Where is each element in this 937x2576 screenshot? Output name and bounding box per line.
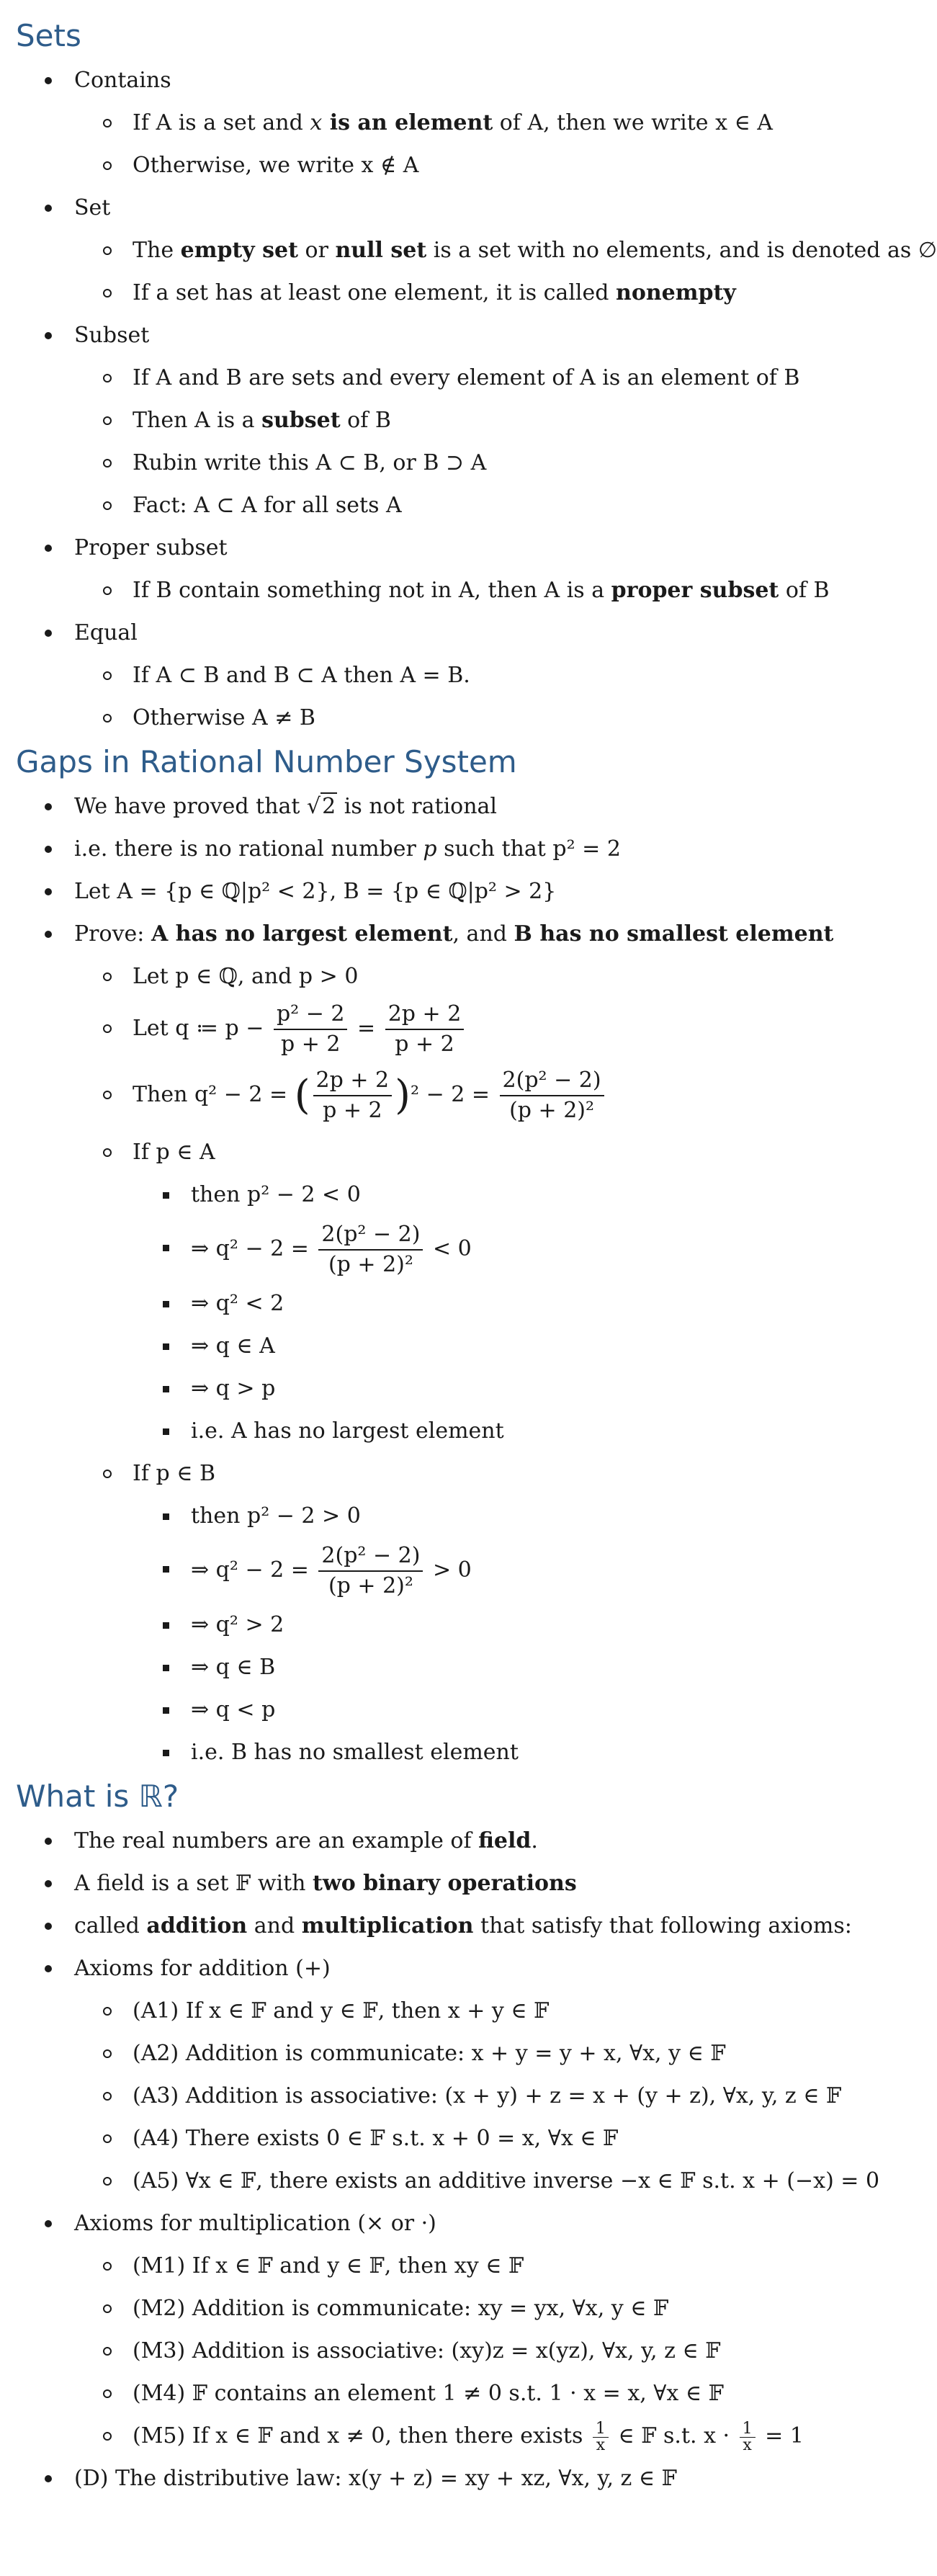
bullet-square [163,1192,169,1199]
bullet-circle [103,2389,112,2398]
text-span: that satisfy that following axioms: [473,1913,852,1938]
bullet-circle [103,2262,112,2271]
text-span: nonempty [616,280,736,305]
text-span: two binary operations [313,1871,577,1896]
list-item [16,1862,877,1905]
list-item [74,2117,877,2160]
list-item [133,1216,877,1282]
text-span: (A4) There exists 0 ∈ 𝔽 s.t. x + 0 = x, ∀x ∈ 𝔽 [133,2126,619,2151]
bullet-square [163,1707,169,1714]
text-span: A field is a set 𝔽 with [74,1871,313,1896]
list-item [133,1689,877,1731]
text-span: multiplication [301,1913,474,1938]
bullet-circle [103,1148,112,1157]
list-item [74,2075,877,2117]
text-span: ⇒ q < p [191,1697,276,1722]
list-item [16,612,877,739]
text-span: x [596,2436,606,2454]
text-span: (M2) Addition is communicate: xy = yx, ∀x, y ∈ 𝔽 [133,2296,669,2321]
text-span: of B [779,578,830,603]
list-item [74,229,937,272]
text-span: p [423,836,437,862]
list-item [74,272,877,314]
heading-gaps: Gaps in Rational Number System [16,744,517,779]
text-span: If B contain something not in A, then A is a [133,578,611,603]
text-span: If A and B are sets and every element of A is an element of B [133,365,800,390]
bullet-circle [103,2432,112,2441]
text-span: = [350,1016,382,1041]
text-span: 2p + 2 [313,1066,393,1096]
bullet-square [163,1386,169,1392]
text-span: ⇒ q² > 2 [191,1612,284,1637]
text-span: If A is a set and [133,110,310,135]
list-item [74,569,877,612]
text-span: Let p ∈ ℚ, and p > 0 [133,964,359,989]
text-span: ⇒ q² < 2 [191,1291,284,1316]
bullet-circle [103,416,112,425]
text-span: Set [74,195,111,220]
bullet-disc [45,803,52,810]
bullet-disc [45,1965,52,1972]
text-span: If p ∈ A [133,1140,215,1165]
text-span: Otherwise A ≠ B [133,705,315,730]
bullet-square [163,1750,169,1756]
bullet-square [163,1343,169,1350]
text-span: ⇒ q² − 2 = [191,1557,316,1583]
list-item [74,2160,880,2202]
bullet-circle [103,374,112,383]
list-item [16,913,877,1774]
list-item [74,654,877,697]
bullet-disc [45,888,52,895]
bullet-disc [45,630,52,637]
text-span: p² − 2 [274,1000,348,1030]
text-span: is an element [322,110,493,135]
text-span: ⇒ q ∈ A [191,1333,275,1359]
bullet-disc [45,1838,52,1845]
list-item [74,955,877,998]
text-span: Then A is a [133,408,262,433]
list-item [16,2202,877,2457]
list-item [133,1495,877,1537]
text-span: Equal [74,620,138,645]
text-span: null set [335,238,427,263]
text-span: (A2) Addition is communicate: x + y = y + x, ∀x, y ∈ 𝔽 [133,2041,726,2066]
text-span: addition [146,1913,248,1938]
bullet-circle [103,2092,112,2101]
text-span: If p ∈ B [133,1461,216,1486]
list-item [16,2457,877,2500]
bullet-circle [103,459,112,468]
text-span: ∈ 𝔽 s.t. x · [611,2423,737,2448]
list-item [74,1131,877,1452]
list-item [74,144,877,187]
text-span: 2(p² − 2) [318,1220,423,1251]
bullet-circle [103,2304,112,2313]
text-span: then p² − 2 < 0 [191,1182,361,1207]
text-span: Proper subset [74,535,228,560]
list-item [74,998,877,1060]
text-span: Contains [74,68,171,93]
heading-sets: Sets [16,18,81,53]
list-item [74,484,877,527]
list-item [133,1325,877,1367]
bullet-circle [103,2049,112,2058]
text-span: (M5) If x ∈ 𝔽 and x ≠ 0, then there exists [133,2423,590,2448]
text-span: ⇒ q ∈ B [191,1655,276,1680]
text-span: Axioms for addition (+) [74,1956,331,1981]
text-span: 2 [322,794,336,819]
list-item [74,2245,877,2287]
text-span: ⇒ q² − 2 = [191,1236,316,1261]
bullet-disc [45,931,52,938]
text-span: (p + 2)² [328,1573,413,1598]
text-span: i.e. there is no rational number [74,836,423,862]
list-item [16,870,877,913]
bullet-circle [103,586,112,595]
text-span: , and [452,921,514,947]
bullet-circle [103,1091,112,1099]
list-item [133,1646,877,1689]
text-span: The real numbers are an example of [74,1828,479,1853]
text-span: then p² − 2 > 0 [191,1503,361,1529]
text-span: of A, then we write [493,110,716,135]
text-span: Let q ≔ p − [133,1016,271,1041]
gaps-list [16,785,877,1774]
bullet-circle [103,501,112,510]
text-span: subset [261,408,341,433]
text-span: (p + 2)² [509,1098,595,1123]
bullet-square [163,1513,169,1520]
text-span: B has no smallest element [514,921,834,947]
list-item [74,2415,877,2457]
list-item [16,59,877,187]
text-span: (M1) If x ∈ 𝔽 and y ∈ 𝔽, then xy ∈ 𝔽 [133,2253,524,2278]
list-item [133,1731,877,1774]
text-span: Let A = {p ∈ ℚ|p² < 2}, B = {p ∈ ℚ|p² > 2} [74,879,557,904]
bullet-circle [103,972,112,981]
text-span: p + 2 [323,1098,382,1123]
text-span: called [74,1913,147,1938]
bullet-square [163,1428,169,1435]
text-span: If A ⊂ B and B ⊂ A then A = B. [133,663,470,688]
text-span: Otherwise, we write [133,153,362,178]
bullet-circle [103,246,112,255]
bullet-circle [103,161,112,170]
list-item [74,1452,877,1774]
bullet-circle [103,289,112,298]
text-span: 1 [740,2421,756,2438]
list-item [133,1367,877,1410]
list-item [74,2287,877,2330]
text-span: is a set with no elements, and is denoted as ∅ [426,238,937,263]
text-span: Rubin write this A ⊂ B, or B ⊃ A [133,450,487,475]
text-span: is not rational [337,794,498,819]
text-span: = 1 [758,2423,804,2448]
bullet-circle [103,1470,112,1478]
text-span: > 0 [426,1557,472,1583]
text-span: A has no largest element [151,921,453,947]
text-span: p + 2 [280,1032,341,1057]
text-span: such that [436,836,553,862]
bullet-circle [103,714,112,723]
text-span: Axioms for multiplication (× or ·) [74,2211,436,2236]
list-item [133,1173,877,1216]
text-span: i.e. B has no smallest element [191,1740,519,1765]
list-item [74,2372,877,2415]
text-span: of B [340,408,391,433]
reals-list [16,1820,880,2500]
text-span: 2(p² − 2) [500,1066,604,1096]
text-span: (A3) Addition is associative: (x + y) + z = x + (y + z), ∀x, y, z ∈ 𝔽 [133,2083,842,2108]
text-span: x [310,110,323,135]
text-span: The [133,238,181,263]
bullet-disc [45,77,52,84]
text-span: empty set [180,238,298,263]
bullet-disc [45,332,52,339]
text-span: Fact: A ⊂ A for all sets A [133,493,402,518]
list-item [74,2330,877,2372]
text-span: We have proved that √ [74,794,321,819]
text-span: 1 [593,2421,609,2438]
list-item [74,442,877,484]
bullet-disc [45,545,52,552]
text-span: (D) The distributive law: x(y + z) = xy + xz, ∀x, y, z ∈ 𝔽 [74,2466,677,2491]
list-item [16,527,877,612]
text-span: 2p + 2 [385,1000,465,1030]
text-span: (M4) 𝔽 contains an element 1 ≠ 0 s.t. 1 · x = x, ∀x ∈ 𝔽 [133,2381,724,2406]
list-item [16,187,937,314]
list-item [16,1820,877,1862]
bullet-disc [45,1880,52,1887]
text-span: If a set has at least one element, it is called [133,280,617,305]
text-span: (A1) If x ∈ 𝔽 and y ∈ 𝔽, then x + y ∈ 𝔽 [133,1998,550,2023]
text-span: 2(p² − 2) [318,1542,423,1572]
text-span: field [478,1828,532,1853]
text-span: Prove: [74,921,151,947]
list-item [133,1410,877,1452]
text-span: . [531,1828,538,1853]
text-span: i.e. A has no largest element [191,1418,504,1444]
bullet-disc [45,1923,52,1930]
bullet-circle [103,2177,112,2186]
text-span: proper subset [611,578,779,603]
bullet-circle [103,1024,112,1033]
text-span: x ∈ A [715,110,773,135]
bullet-circle [103,2134,112,2143]
text-span: (M3) Addition is associative: (xy)z = x(yz), ∀x, y, z ∈ 𝔽 [133,2338,721,2363]
bullet-disc [45,205,52,212]
bullet-disc [45,2220,52,2227]
bullet-square [163,1622,169,1629]
list-item [133,1282,877,1325]
sets-list [16,59,937,739]
bullet-square [163,1665,169,1671]
bullet-circle [103,2347,112,2356]
text-span: x ∉ A [361,153,419,178]
list-item [16,828,877,870]
bullet-circle [103,119,112,128]
text-span: p² = 2 [552,836,621,862]
list-item [74,2032,877,2075]
bullet-circle [103,2007,112,2016]
text-span: Then q² − 2 = [133,1082,295,1107]
bullet-disc [45,846,52,853]
bullet-disc [45,2475,52,2482]
list-item [74,102,877,144]
text-span: < 0 [426,1236,472,1261]
list-item [16,314,877,527]
list-item [16,1947,880,2202]
bullet-square [163,1245,169,1251]
list-item [74,357,877,399]
text-span: p + 2 [395,1032,454,1057]
list-item [74,1990,877,2032]
text-span: and [247,1913,302,1938]
list-item [16,785,877,828]
bullet-circle [103,671,112,680]
text-span: Subset [74,323,150,348]
text-span: (A5) ∀x ∈ 𝔽, there exists an additive inverse −x ∈ 𝔽 s.t. x + (−x) = 0 [133,2168,880,2193]
bullet-square [163,1301,169,1307]
list-item [74,399,877,442]
text-span: or [298,238,336,263]
list-item [16,1905,877,1947]
text-span: ⇒ q > p [191,1376,276,1401]
text-span: (p + 2)² [328,1252,413,1277]
heading-reals: What is ℝ? [16,1779,179,1814]
list-item [133,1604,877,1646]
text-span: ² − 2 = [411,1082,497,1107]
list-item [133,1537,877,1604]
bullet-square [163,1566,169,1573]
list-item: Then q² − 2 = ( $\frac{2p + 2}{p + 2}$ )² − 2 = $\frac{\text{2(p² − 2)}}{\text{(p + 2)²}}$ [74,1060,877,1131]
list-item [74,697,877,739]
text-span: x [743,2436,752,2454]
